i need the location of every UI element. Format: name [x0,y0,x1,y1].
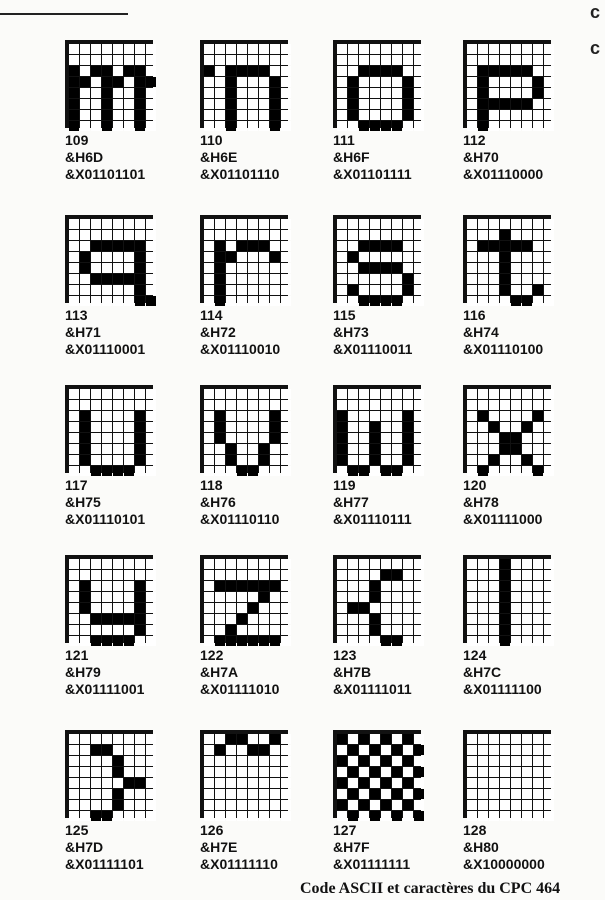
character-code: 126 [200,822,224,838]
character-cell-123 [333,555,445,698]
character-binary: &X01101111 [333,166,412,182]
page-caption: Code ASCII et caractères du CPC 464 [300,880,561,897]
character-hex: &H7A [200,664,239,680]
character-binary: &X01111011 [333,681,412,697]
character-cell-124 [463,555,575,698]
character-hex: &H75 [65,494,101,510]
character-binary: &X01110100 [463,341,544,357]
character-cell-128 [463,730,575,873]
character-hex: &H6F [333,149,370,165]
glyph-grid [333,215,421,303]
character-hex: &H7C [463,664,502,680]
character-caption [463,307,575,358]
character-cell-125 [65,730,177,873]
character-hex: &H77 [333,494,369,510]
character-cell-120 [463,385,575,528]
glyph-grid [200,385,288,473]
glyph-grid [333,385,421,473]
character-code: 121 [65,647,89,663]
glyph-grid [463,385,551,473]
glyph-grid [200,215,288,303]
character-caption [200,477,312,528]
character-caption [65,822,177,873]
character-hex: &H70 [463,149,499,165]
character-cell-110 [200,40,312,183]
character-caption [333,822,445,873]
character-hex: &H6E [200,149,238,165]
glyph-grid [463,555,551,643]
character-cell-114 [200,215,312,358]
character-binary: &X10000000 [463,856,545,872]
character-cell-111 [333,40,445,183]
character-binary: &X01110110 [200,511,280,527]
character-hex: &H74 [463,324,499,340]
character-binary: &X01111001 [65,681,145,697]
glyph-grid [65,555,153,643]
character-code: 123 [333,647,357,663]
character-binary: &X01110000 [463,166,544,182]
character-caption [463,822,575,873]
character-hex: &H6D [65,149,104,165]
edge-mark-2: c [590,38,601,58]
character-code: 110 [200,132,223,148]
character-caption [65,647,177,698]
character-caption [65,307,177,358]
glyph-grid [65,215,153,303]
character-code: 125 [65,822,89,838]
character-cell-117 [65,385,177,528]
character-cell-112 [463,40,575,183]
character-caption [463,132,575,183]
glyph-grid [65,730,153,818]
character-code: 120 [463,477,487,493]
glyph-grid [333,555,421,643]
character-code: 114 [200,307,223,323]
character-cell-116 [463,215,575,358]
character-code: 117 [65,477,88,493]
character-binary: &X01110111 [333,511,412,527]
character-caption [333,307,445,358]
character-binary: &X01110010 [200,341,281,357]
character-binary: &X01111111 [333,856,411,872]
character-binary: &X01111100 [463,681,542,697]
glyph-grid [463,215,551,303]
character-caption [200,647,312,698]
character-binary: &X01101101 [65,166,146,182]
character-cell-122 [200,555,312,698]
character-hex: &H71 [65,324,101,340]
glyph-grid [333,40,421,128]
character-cell-127 [333,730,445,873]
top-rule [0,13,128,15]
glyph-grid [65,385,153,473]
character-hex: &H7B [333,664,372,680]
character-code: 119 [333,477,356,493]
character-cell-119 [333,385,445,528]
character-code: 122 [200,647,224,663]
character-binary: &X01111110 [200,856,278,872]
character-code: 116 [463,307,486,323]
character-code: 113 [65,307,88,323]
character-hex: &H78 [463,494,499,510]
character-caption [65,477,177,528]
character-caption [333,477,445,528]
character-caption [463,647,575,698]
edge-mark-1: c [590,2,601,22]
character-code: 118 [200,477,223,493]
character-caption [200,822,312,873]
glyph-grid [333,730,421,818]
character-caption [463,477,575,528]
character-cell-126 [200,730,312,873]
glyph-grid [200,730,288,818]
character-code: 115 [333,307,356,323]
character-code: 111 [333,132,355,148]
character-caption [333,132,445,183]
character-hex: &H80 [463,839,499,855]
glyph-grid [200,555,288,643]
character-caption [200,132,312,183]
glyph-grid [65,40,153,128]
character-code: 109 [65,132,89,148]
character-hex: &H7E [200,839,238,855]
character-binary: &X01101110 [200,166,280,182]
character-hex: &H7D [65,839,104,855]
character-cell-109 [65,40,177,183]
character-code: 124 [463,647,487,663]
character-caption [65,132,177,183]
glyph-grid [200,40,288,128]
character-binary: &X01111000 [463,511,543,527]
character-cell-115 [333,215,445,358]
character-binary: &X01110101 [65,511,146,527]
character-hex: &H72 [200,324,236,340]
character-code: 128 [463,822,487,838]
character-binary: &X01111010 [200,681,280,697]
character-hex: &H7F [333,839,370,855]
character-code: 112 [463,132,486,148]
character-hex: &H73 [333,324,369,340]
character-cell-121 [65,555,177,698]
glyph-grid [463,40,551,128]
character-code: 127 [333,822,357,838]
character-binary: &X01111101 [65,856,144,872]
character-cell-118 [200,385,312,528]
glyph-grid [463,730,551,818]
character-hex: &H76 [200,494,236,510]
character-caption [200,307,312,358]
character-hex: &H79 [65,664,101,680]
character-caption [333,647,445,698]
character-binary: &X01110001 [65,341,146,357]
character-cell-113 [65,215,177,358]
character-binary: &X01110011 [333,341,413,357]
